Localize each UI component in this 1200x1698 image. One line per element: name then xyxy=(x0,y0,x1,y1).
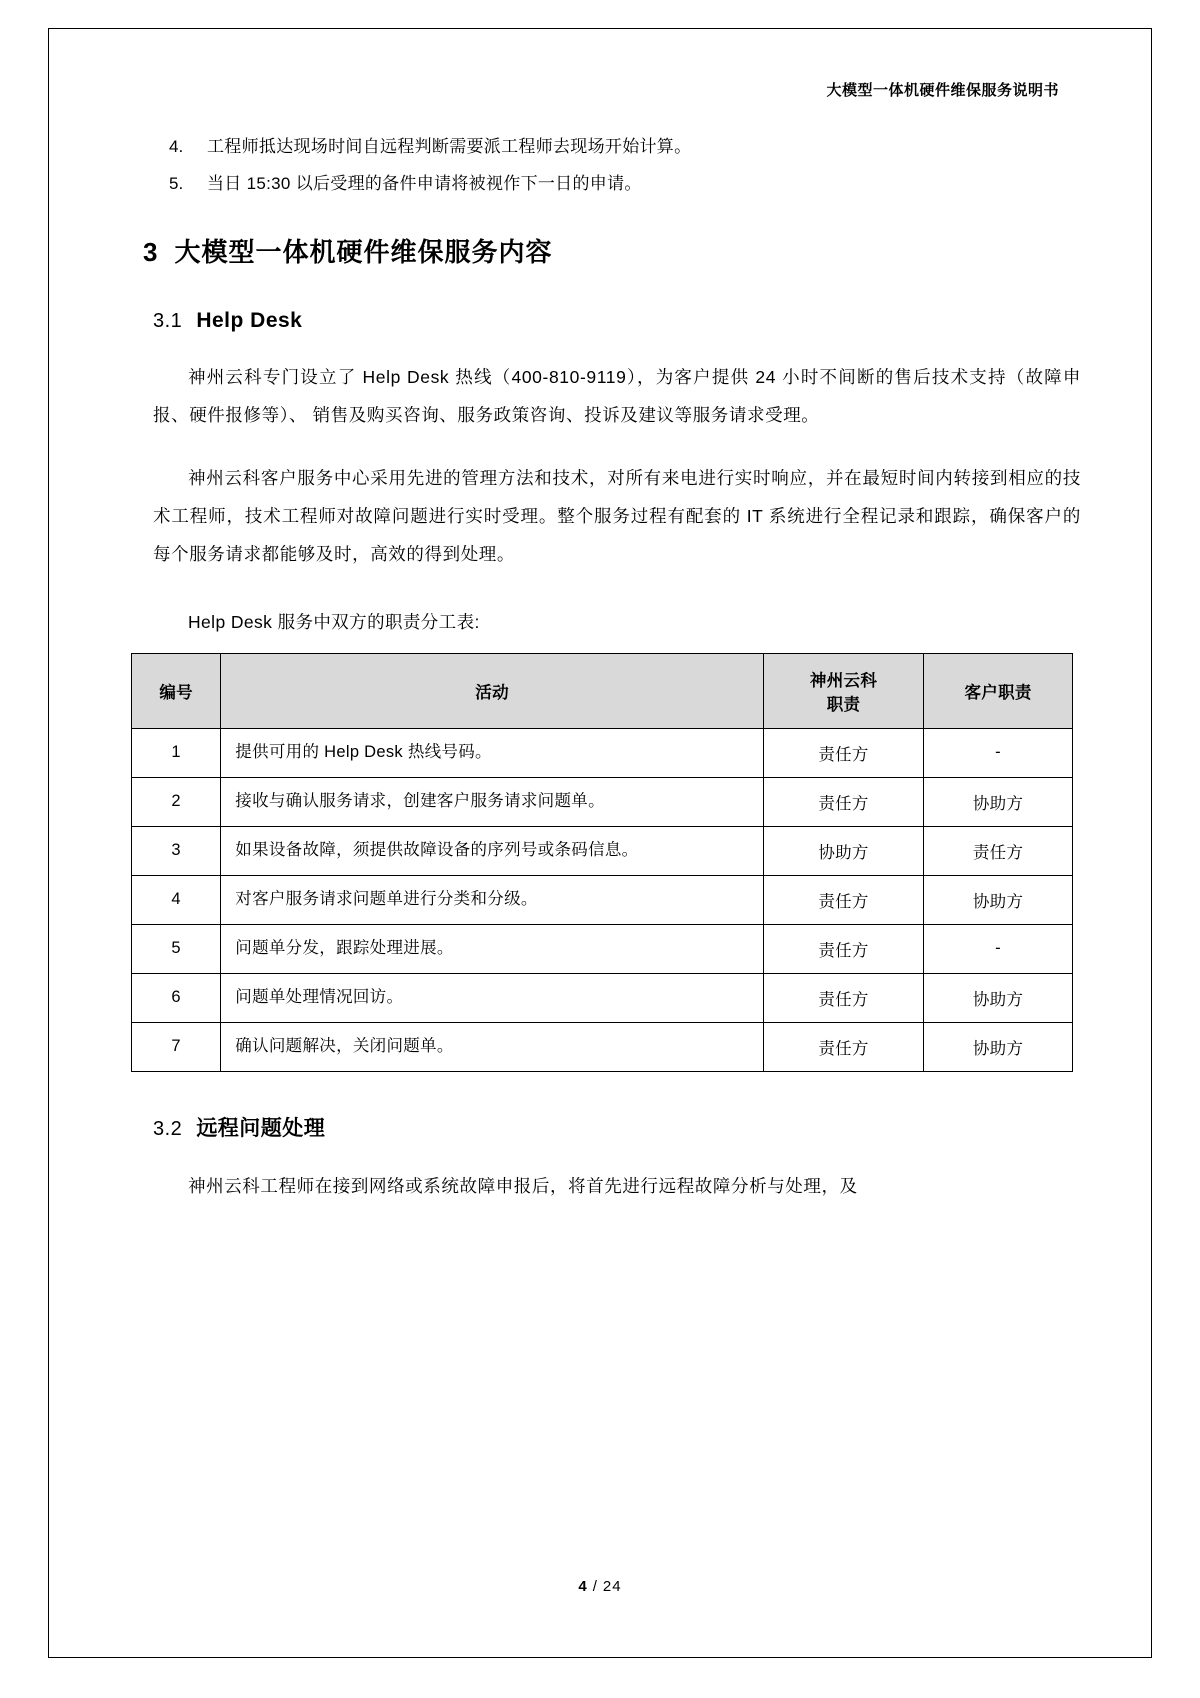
page-footer xyxy=(49,1578,1151,1595)
table-header-row xyxy=(132,653,1073,728)
section-heading xyxy=(143,232,1081,269)
table-caption: Help Desk 服务中双方的职责分工表: xyxy=(188,612,480,633)
table-row xyxy=(132,728,1073,777)
subsection-title: 远程问题处理 xyxy=(196,1116,326,1140)
cell-shenzhou-duty: 协助方 xyxy=(763,826,923,875)
cell-shenzhou-duty: 责任方 xyxy=(763,875,923,924)
section-title: 大模型一体机硬件维保服务内容 xyxy=(174,237,553,267)
table-row xyxy=(132,826,1073,875)
cell-activity: 接收与确认服务请求，创建客户服务请求问题单。 xyxy=(221,777,764,826)
footer-page-number: 4 xyxy=(578,1578,588,1595)
list-item-number: 5. xyxy=(169,173,184,193)
list-item xyxy=(169,134,1081,160)
cell-no: 5 xyxy=(132,924,221,973)
subsection-title: Help Desk xyxy=(196,309,303,332)
cell-no: 1 xyxy=(132,728,221,777)
list-item-text: 当日 15:30 以后受理的备件申请将被视作下一日的申请。 xyxy=(207,173,642,193)
page-content xyxy=(49,29,1151,1657)
subsection-heading-3-2 xyxy=(153,1112,1081,1142)
column-header-no: 编号 xyxy=(132,653,221,728)
list-item-text: 工程师抵达现场时间自远程判断需要派工程师去现场开始计算。 xyxy=(207,137,692,156)
cell-customer-duty: 协助方 xyxy=(924,1022,1073,1071)
cell-customer-duty: 协助方 xyxy=(924,875,1073,924)
table-row xyxy=(132,924,1073,973)
cell-customer-duty: - xyxy=(924,924,1073,973)
cell-customer-duty: - xyxy=(924,728,1073,777)
column-header-shenzhou-duty-line2: 职责 xyxy=(826,695,861,714)
cell-shenzhou-duty: 责任方 xyxy=(763,777,923,826)
duty-table xyxy=(131,653,1073,1072)
subsection-heading-3-1 xyxy=(153,309,1081,333)
cell-no: 6 xyxy=(132,973,221,1022)
column-header-shenzhou-duty-line1: 神州云科 xyxy=(809,671,878,690)
subsection-number: 3.1 xyxy=(153,310,183,332)
cell-activity: 对客户服务请求问题单进行分类和分级。 xyxy=(221,875,764,924)
cell-shenzhou-duty: 责任方 xyxy=(763,924,923,973)
cell-no: 7 xyxy=(132,1022,221,1071)
cell-activity: 问题单处理情况回访。 xyxy=(221,973,764,1022)
table-row xyxy=(132,777,1073,826)
cell-activity: 问题单分发，跟踪处理进展。 xyxy=(221,924,764,973)
table-body xyxy=(132,728,1073,1071)
paragraph-help-desk-1: 神州云科专门设立了 Help Desk 热线（400-810-9119），为客户提供 24 小时不间断的售后技术支持（故障申报、硬件报修等）、 销售及购买咨询、服务政策咨询、投诉及建议等服务请求受理。 xyxy=(153,367,1081,425)
list-item xyxy=(169,171,1081,197)
table-header xyxy=(132,653,1073,728)
cell-shenzhou-duty: 责任方 xyxy=(763,973,923,1022)
cell-activity: 确认问题解决，关闭问题单。 xyxy=(221,1022,764,1071)
table-row xyxy=(132,875,1073,924)
section-number: 3 xyxy=(143,237,159,267)
cell-no: 3 xyxy=(132,826,221,875)
footer-total-pages: 24 xyxy=(602,1578,622,1595)
cell-customer-duty: 协助方 xyxy=(924,973,1073,1022)
table-row xyxy=(132,973,1073,1022)
column-header-customer-duty: 客户职责 xyxy=(924,653,1073,728)
paragraph-help-desk-2: 神州云科客户服务中心采用先进的管理方法和技术，对所有来电进行实时响应，并在最短时间内转接到相应的技术工程师，技术工程师对故障问题进行实时受理。整个服务过程有配套的 IT 系统进行全程记录和跟踪，确保客户的每个服务请求都能够及时，高效的得到处理。 xyxy=(153,468,1081,564)
cell-no: 4 xyxy=(132,875,221,924)
column-header-activity: 活动 xyxy=(221,653,764,728)
paragraph-remote-handling: 神州云科工程师在接到网络或系统故障申报后，将首先进行远程故障分析与处理，及 xyxy=(188,1175,858,1196)
numbered-list xyxy=(169,134,1081,196)
cell-shenzhou-duty: 责任方 xyxy=(763,1022,923,1071)
column-header-shenzhou-duty xyxy=(763,653,923,728)
cell-activity: 如果设备故障，须提供故障设备的序列号或条码信息。 xyxy=(221,826,764,875)
subsection-number: 3.2 xyxy=(153,1117,183,1140)
cell-no: 2 xyxy=(132,777,221,826)
table-row xyxy=(132,1022,1073,1071)
footer-separator: / xyxy=(592,1578,598,1595)
cell-activity: 提供可用的 Help Desk 热线号码。 xyxy=(221,728,764,777)
cell-customer-duty: 责任方 xyxy=(924,826,1073,875)
document-page xyxy=(48,28,1152,1658)
list-item-number: 4. xyxy=(169,137,184,156)
cell-customer-duty: 协助方 xyxy=(924,777,1073,826)
cell-shenzhou-duty: 责任方 xyxy=(763,728,923,777)
page-header: 大模型一体机硬件维保服务说明书 xyxy=(826,81,1059,99)
